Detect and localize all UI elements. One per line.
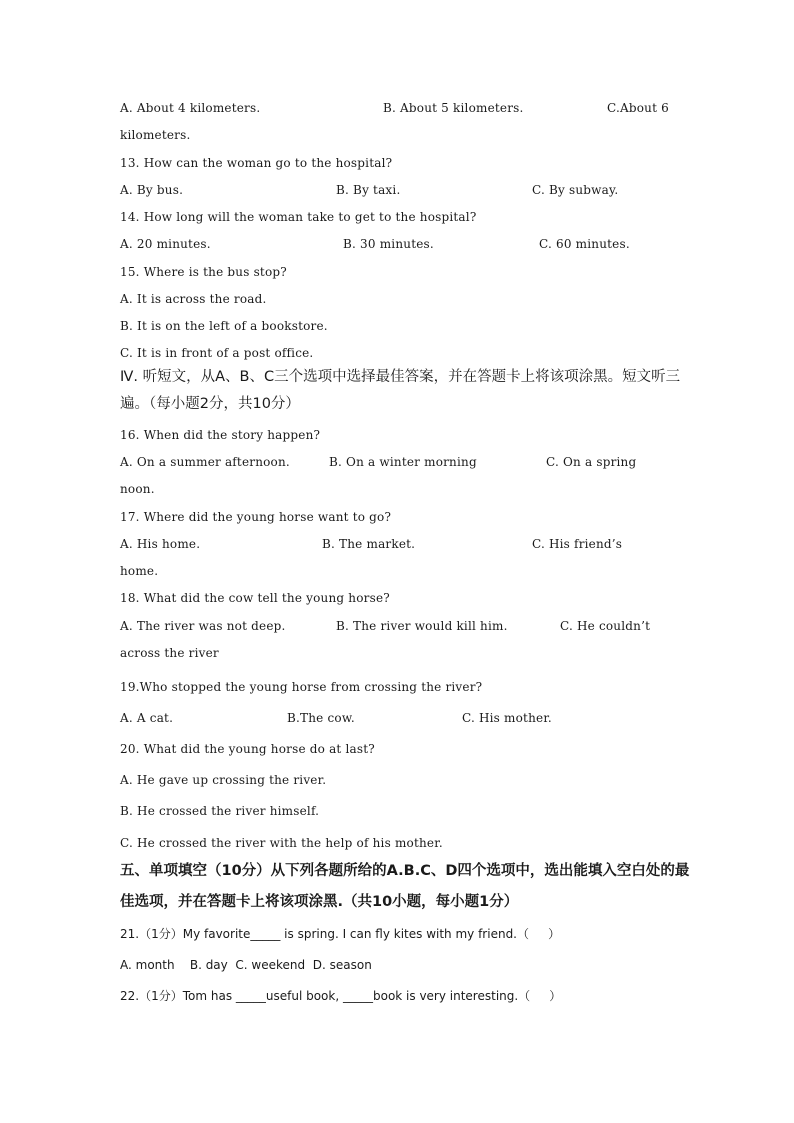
section-5-instructions-line2: 佳选项，并在答题卡上将该项涂黑.（共10小题，每小题1分）: [120, 894, 519, 910]
q20-question: 20. What did the young horse do at last?: [120, 742, 375, 756]
q18-question: 18. What did the cow tell the young horse?: [120, 591, 390, 605]
q22-question: 22.（1分）Tom has _____useful book, _____book is very interesting.（ ）: [120, 989, 562, 1003]
q16-question: 16. When did the story happen?: [120, 428, 321, 442]
section-4-instructions-line2: 遍。（每小题2分，共10分）: [120, 396, 300, 412]
q18-option-c-continued: across the river: [120, 646, 219, 660]
q20-option-c: C. He crossed the river with the help of his mother.: [120, 836, 443, 850]
q17-option-c: C. His friend’s: [532, 537, 623, 551]
q15-option-c: C. It is in front of a post office.: [120, 346, 314, 360]
q12-option-c: C.About 6: [607, 101, 669, 115]
q19-option-c: C. His mother.: [462, 711, 552, 725]
q16-option-a: A. On a summer afternoon.: [120, 455, 290, 469]
q16-option-b: B. On a winter morning: [329, 455, 477, 469]
q14-option-c: C. 60 minutes.: [539, 237, 630, 251]
q15-option-b: B. It is on the left of a bookstore.: [120, 319, 328, 333]
q17-option-a: A. His home.: [120, 537, 201, 551]
q14-question: 14. How long will the woman take to get to the hospital?: [120, 210, 477, 224]
q12-option-c-continued: kilometers.: [120, 128, 191, 142]
q13-option-c: C. By subway.: [532, 183, 619, 197]
q12-option-b: B. About 5 kilometers.: [383, 101, 524, 115]
q18-option-a: A. The river was not deep.: [120, 619, 286, 633]
q16-option-c: C. On a spring: [546, 455, 637, 469]
q16-option-c-continued: noon.: [120, 482, 155, 496]
section-4-instructions-line1: Ⅳ. 听短文，从A、B、C三个选项中选择最佳答案，并在答题卡上将该项涂黑。短文听三: [120, 369, 681, 385]
q13-option-b: B. By taxi.: [336, 183, 401, 197]
q19-question: 19.Who stopped the young horse from crossing the river?: [120, 680, 483, 694]
q18-option-c: C. He couldn’t: [560, 619, 651, 633]
q12-option-a: A. About 4 kilometers.: [120, 101, 261, 115]
q17-option-b: B. The market.: [322, 537, 416, 551]
q19-option-a: A. A cat.: [120, 711, 174, 725]
q13-question: 13. How can the woman go to the hospital?: [120, 156, 393, 170]
q15-option-a: A. It is across the road.: [120, 292, 267, 306]
q15-question: 15. Where is the bus stop?: [120, 265, 287, 279]
q21-options: A. month B. day C. weekend D. season: [120, 958, 372, 972]
q14-option-b: B. 30 minutes.: [343, 237, 434, 251]
q13-option-a: A. By bus.: [120, 183, 184, 197]
q14-option-a: A. 20 minutes.: [120, 237, 211, 251]
q18-option-b: B. The river would kill him.: [336, 619, 508, 633]
q17-option-c-continued: home.: [120, 564, 159, 578]
q19-option-b: B.The cow.: [287, 711, 355, 725]
q21-question: 21.（1分）My favorite_____ is spring. I can fly kites with my friend.（ ）: [120, 927, 561, 941]
q17-question: 17. Where did the young horse want to go?: [120, 510, 392, 524]
q20-option-a: A. He gave up crossing the river.: [120, 773, 327, 787]
section-5-instructions-line1: 五、单项填空（10分）从下列各题所给的A.B.C、D四个选项中，选出能填入空白处的最: [120, 863, 690, 879]
q20-option-b: B. He crossed the river himself.: [120, 804, 320, 818]
